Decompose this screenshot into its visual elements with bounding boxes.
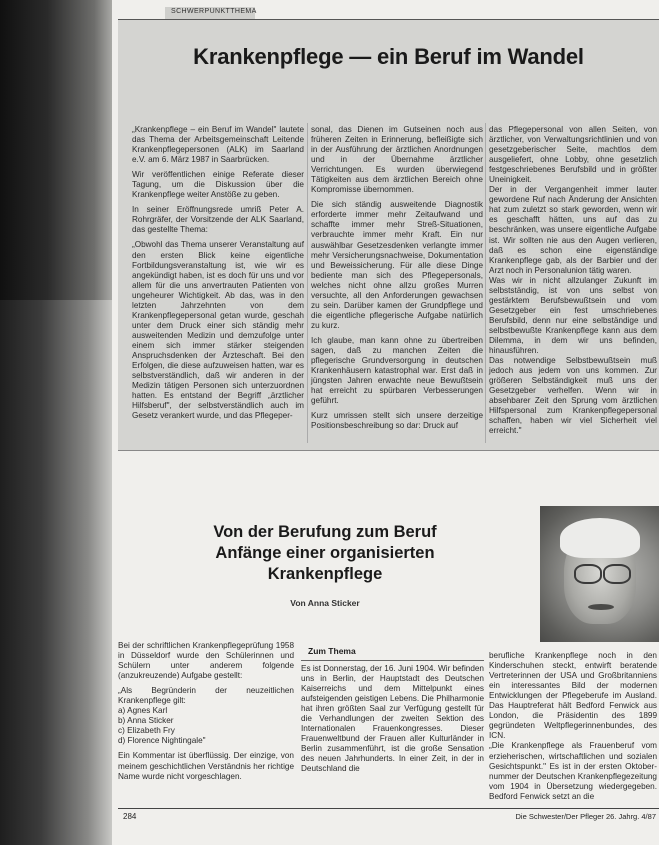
article2-column-1 [118, 641, 294, 787]
top-rule [118, 19, 659, 20]
column-divider [485, 123, 486, 443]
publication-source: Die Schwester/Der Pfleger 26. Jahrg. 4/87 [515, 812, 656, 821]
paragraph: Was wir in nicht allzulanger Zukunft im selbstständig, ist von uns selbst von gestärktem Berufsbewußtsein und vom Gesetzgeber ein fest umschriebenes Berufsbild, denn nur eine selbständige und selbstbewußte Krankenpflege kann aus dem Dilemma, in dem wir uns befinden, hinausführen. [489, 275, 657, 356]
quiz-option: b) Anna Sticker [118, 716, 174, 726]
glasses-left-lens [574, 564, 602, 584]
article2-column-2 [301, 664, 484, 780]
article1-column-1 [132, 125, 304, 426]
mouth-shape [588, 604, 614, 610]
paragraph: „Krankenpflege – ein Beruf im Wandel" lautete das Thema der Arbeitsgemeinschaft Leitende Krankenpflegepersonen (ALK) im Saarland e.V. am 6. März 1987 in Saarbrücken. [132, 125, 304, 165]
paragraph: berufliche Krankenpflege noch in den Kinderschuhen steckt, entwirft beratende Vertreterinnen der USA und Großbritanniens ein interessantes Bild der modernen Entwicklungen der Pflegeberufe im Ausland. Das Hauptreferat hält Bedford Fenwick aus London, die Präsidentin des 1899 gegründeten Weltpflegerinnenbundes, des ICN. „Die Krankenpflege als Frauenberuf vom erzieherischen, wirtschaftlichen und sozialen Gesichtspunkt." Es ist in der ersten Oktober-nummer der Deutschen Krankenpflegezeitung vom 1904 in Übersetzung wiedergegeben. Bedford Fenwick setzt an die [489, 651, 657, 801]
quiz-option: c) Elizabeth Fry [118, 726, 175, 736]
book-spine-shadow-top [0, 0, 118, 300]
article1-column-3 [489, 125, 657, 436]
article1-headline: Krankenpflege — ein Beruf im Wandel [193, 44, 584, 69]
paragraph: Kurz umrissen stellt sich unsere derzeitige Positionsbeschreibung so dar: Druck auf [311, 411, 483, 431]
section-kicker: SCHWERPUNKTTHEMA [171, 8, 257, 15]
paragraph: sonal, das Dienen im Gutseinen noch aus früheren Zeiten in Erinnerung, befleißigte sich in der Ausführung der ärztlichen Anordnungen und in der Übernahme ärztlicher Verrichtungen. Es wurden überwiegend Tätigkeiten aus dem ärztlichen Bereich ohne Kompromisse übernommen. [311, 125, 483, 195]
paragraph: Wir veröffentlichen einige Referate dieser Tagung, um die Diskussion über die Krankenpflege weiter Anstöße zu geben. [132, 170, 304, 200]
paragraph: das Pflegepersonal von allen Seiten, von ärztlicher, von Verwaltungsrichtlinien und von gesetzgeberischer Seite, machtlos dem ausgeliefert, ohne Lobby, ohne gesetzlich festgeschriebenes Berufsbild und in größter Uneinigkeit. [489, 125, 657, 185]
paragraph: Ein Kommentar ist überflüssig. Der einzige, von meinem geschichtlichen Verständnis her richtige Name wurde nicht vorgeschlagen. [118, 751, 294, 781]
sidebar-label: Zum Thema [308, 646, 356, 656]
title-line: Anfänge einer organisierten [215, 544, 435, 562]
quiz-option: d) Florence Nightingale" [118, 736, 206, 746]
paragraph: Der in der Vergangenheit immer lauter gewordene Ruf nach Änderung der Ansichten hat zum zuletzt so stark geworden, wenn wir es geschafft hätten, uns auf das zu beschränken, was unsere eigentliche Aufgabe ist. Wir sollten nie aus den Augen verlieren, daß es schon eine eigenständige Krankenpflege gab, als der Barbier und der Arzt noch in Personalunion tätig waren. [489, 185, 657, 275]
paragraph: „Obwohl das Thema unserer Veranstaltung auf den ersten Blick keine eigentliche Fortbildungsveranstaltung ist, wie wir es angekündigt haben, ist es doch für uns und vor allem für die uns anvertrauten Patienten von ungeheurer Wichtigkeit. Ab das, was in den letzten Jahrzehnten von dem Krankenpflegepersonal getan wurde, geschah unter dem Druck einer sich ständig mehr ausweitenden Medizin und demzufolge unter einem sich immer stärker steigenden Anspruchsdenken der Ärzteschaft. Bei den Erfolgen, die diese aufzuweisen hatten, war es selbstverständlich, daß wir anderen in der Medizin tätigen Personen sich unterzuordnen hatten. Es entstand der Begriff „ärztlicher Hilfsberuf", der selbstverständlich auch im Gesetz verankert wurde, und das Pflegeper- [132, 240, 304, 421]
column-divider [307, 123, 308, 443]
article2-column-3 [489, 641, 657, 812]
quiz-option: a) Agnes Karl [118, 706, 168, 716]
paragraph: Die sich ständig ausweitende Diagnostik erforderte immer mehr Zeitaufwand und schaffte immer mehr Streß-Situationen, verbrauchte immer mehr Kraft. Ein nur auswählbar Gesetzesdenken verlangte immer mehr Versicherungsnachweise, Dokumentation und Beweissicherung. Für alle diese Dinge bediente man sich des Pflegepersonals, welches nicht ohne allzu großes Murren versuchte, all den Anforderungen gewachsen zu sein. Darüber kamen der Grundpflege und die eigentliche pflegerische Aufgabe natürlich zu kurz. [311, 200, 483, 330]
title-line: Krankenpflege [267, 565, 383, 583]
article2-byline: Von Anna Sticker [290, 598, 360, 608]
paragraph: Ich glaube, man kann ohne zu übertreiben sagen, daß zu manchen Zeiten die pflegerische Grundversorgung in deutschen Krankenhäusern katastrophal war. Erst daß in jüngsten Jahren erwachte neue Bewußtsein hat erreicht zu spürbaren Verbesserungen geführt. [311, 335, 483, 406]
paragraph: Bei der schriftlichen Krankenpflegeprüfung 1958 in Düsseldorf wurde den Schülerinnen und Schülern unter anderem folgende (anzukreuzende) Aufgabe gestellt: [118, 641, 294, 681]
title-line: Von der Berufung zum Beruf [213, 523, 437, 541]
paragraph: Das notwendige Selbstbewußtsein muß jedoch aus jedem von uns kommen. Zur größeren Selbständigkeit muß uns der Gesetzgeber verhelfen. Wenn wir in absehbarer Zeit den Sprung vom ärztlichen Hilfspersonal zum Krankenpflegepersonal schaffen, haben wir viel Sicherheit viel erreicht." [489, 356, 657, 436]
glasses-right-lens [603, 564, 631, 584]
article2-title [140, 522, 510, 585]
quiz-options [118, 706, 294, 746]
article1-column-2 [311, 125, 483, 436]
paragraph: Es ist Donnerstag, der 16. Juni 1904. Wir befinden uns in Berlin, der Hauptstadt des Deutschen Kaiserreichs und dem Mittelpunkt eines aufsteigenden geistigen Lebens. Die Philharmonie hat ihren größten Saal zur Verfügung gestellt für die Verhandlungen der zweiten Sektion des Internationalen Frauenkongresses. Dieser Frauenweltbund der Frauen aller Kulturländer in Berlin zusammenführt, ist die große Sensation des neuen Jahrhunderts. In einer Zeit, in der in Deutschland die [301, 664, 484, 774]
hair-shape [560, 518, 640, 558]
quiz-question: „Als Begründerin der neuzeitlichen Krankenpflege gilt: [118, 686, 294, 706]
paragraph: In seiner Eröffnungsrede umriß Peter A. Rohrgräfer, der Vorsitzende der ALK Saarland, das gestellte Thema: [132, 205, 304, 235]
sidebar-rule [301, 660, 484, 661]
author-portrait-photo [540, 506, 659, 642]
footer-rule [118, 808, 659, 809]
page-number: 284 [123, 812, 137, 821]
